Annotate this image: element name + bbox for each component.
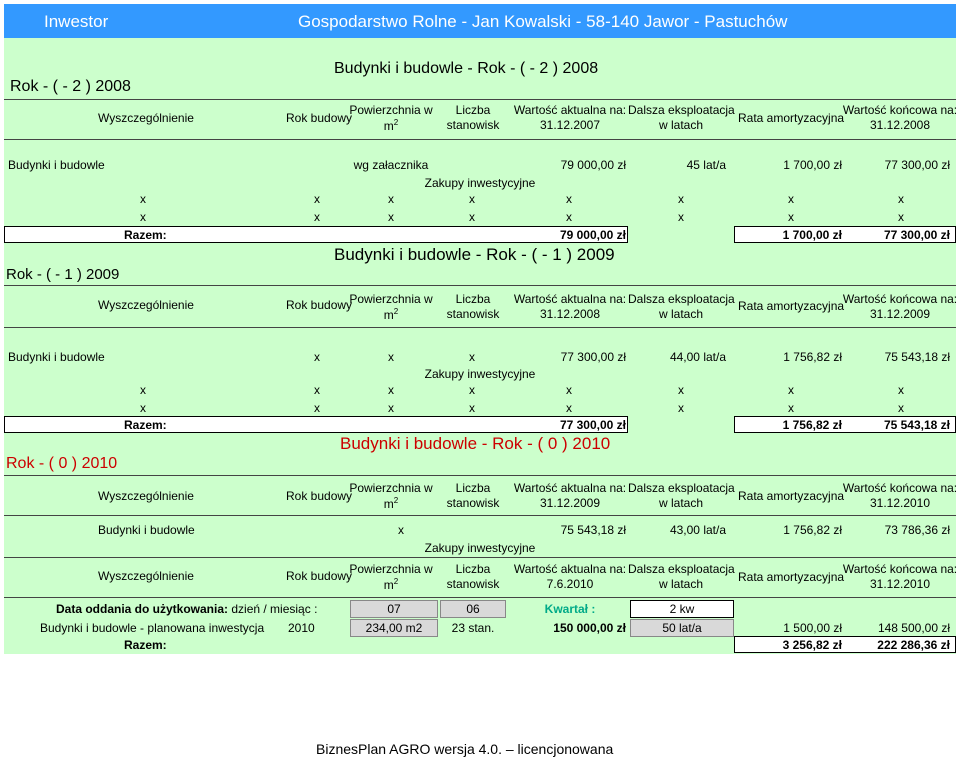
s1-razem-rata: 1 700,00 zł <box>782 228 842 242</box>
s3-razem-rata: 3 256,82 zł <box>782 638 842 652</box>
s2-zakupy: Zakupy inwestycyjne <box>424 367 536 381</box>
cell-text: x <box>566 401 572 415</box>
s2-razem-val: 77 300,00 zł <box>559 418 626 432</box>
cell-text: Rok budowy <box>286 569 353 583</box>
cell-text: dzień / miesiąc : <box>228 602 318 616</box>
cell-text: Dalsza eksploatacja <box>628 292 735 306</box>
cell-text: Dalsza eksploatacja <box>628 562 735 576</box>
cell-text: w latach <box>658 118 704 132</box>
cell-text: Powierzchnia w <box>349 103 433 117</box>
cell-text: Wartość aktualna na: <box>513 562 627 576</box>
cell-text: x <box>388 192 394 206</box>
cell-text: 2010 <box>288 621 315 635</box>
cell-text: wg załacznika <box>353 158 429 172</box>
cell-text: 73 786,36 zł <box>884 523 950 537</box>
cell-text: 150 000,00 zł <box>553 621 626 635</box>
cell-text: Powierzchnia w <box>349 562 433 576</box>
cell-text: Liczba <box>455 292 491 306</box>
cell-text: x <box>566 383 572 397</box>
cell-text: x <box>788 210 794 224</box>
cell-text: x <box>314 401 320 415</box>
plan-years-input[interactable]: 50 lat/a <box>630 619 734 637</box>
cell-text: 31.12.2008 <box>869 118 931 132</box>
cell-text: 1 756,82 zł <box>783 523 842 537</box>
s1-title: Budynki i budowle - Rok - ( - 2 ) 2008 <box>334 60 599 77</box>
cell-text: Wyszczególnienie <box>98 111 194 125</box>
cell-text: 148 500,00 zł <box>877 621 950 635</box>
oddania-label <box>56 602 317 616</box>
cell-text: x <box>788 192 794 206</box>
s1-razem-end: 77 300,00 zł <box>883 228 950 242</box>
cell-text: x <box>788 401 794 415</box>
cell-text: x <box>678 383 684 397</box>
cell-text: Budynki i budowle <box>98 523 195 537</box>
cell-text: Budynki i budowle - planowana inwestycja <box>40 621 265 635</box>
s1-zakupy: Zakupy inwestycyjne <box>424 176 536 190</box>
s2-razem-rata: 1 756,82 zł <box>782 418 842 432</box>
cell-text: x <box>469 192 475 206</box>
cell-text: 23 stan. <box>451 621 495 635</box>
cell-text: 31.12.2007 <box>539 118 601 132</box>
s1-razem-label: Razem: <box>124 228 167 242</box>
header-investor: Inwestor <box>44 12 109 31</box>
cell-text: x <box>140 192 146 206</box>
cell-text: x <box>469 383 475 397</box>
cell-text: m <box>383 308 394 322</box>
cell-text: Liczba <box>455 562 491 576</box>
s1-razem-val: 79 000,00 zł <box>559 228 626 242</box>
cell-text: Dalsza eksploatacja <box>628 103 735 117</box>
cell-text: 31.12.2010 <box>869 496 931 510</box>
cell-text: Budynki i budowle <box>8 350 105 364</box>
cell-text: Wartość końcowa na: <box>842 481 958 495</box>
s3-year: Rok - ( 0 ) 2010 <box>6 455 118 472</box>
app-header <box>4 4 956 38</box>
cell-text: 1 500,00 zł <box>783 621 842 635</box>
cell-text: Wartość aktualna na: <box>513 103 627 117</box>
cell-text: 45 lat/a <box>686 158 726 172</box>
cell-text: 77 300,00 zł <box>884 158 950 172</box>
cell-text: Data oddania do użytkowania: <box>56 602 229 616</box>
cell-text: m <box>383 497 394 511</box>
plan-area-input[interactable]: 234,00 m2 <box>350 619 438 637</box>
cell-text: x <box>566 210 572 224</box>
cell-text: 43,00 lat/a <box>669 523 726 537</box>
cell-text: Wartość końcowa na: <box>842 103 958 117</box>
cell-text: 2 <box>393 307 399 316</box>
cell-text: Liczba <box>455 481 491 495</box>
cell-text: x <box>469 401 475 415</box>
oddania-day-input[interactable]: 07 <box>350 600 438 618</box>
cell-text: x <box>678 192 684 206</box>
cell-text: 79 000,00 zł <box>560 158 626 172</box>
cell-text: x <box>898 401 904 415</box>
cell-text: 31.12.2009 <box>539 496 601 510</box>
cell-text: stanowisk <box>446 118 500 132</box>
cell-text: Wyszczególnienie <box>98 489 194 503</box>
cell-text: x <box>314 383 320 397</box>
cell-text: x <box>388 383 394 397</box>
cell-text: x <box>140 210 146 224</box>
cell-text: x <box>678 210 684 224</box>
cell-text: Wyszczególnienie <box>98 569 194 583</box>
cell-text: x <box>398 523 404 537</box>
cell-text: x <box>388 350 394 364</box>
cell-text: stanowisk <box>446 577 500 591</box>
cell-text: 1 700,00 zł <box>783 158 842 172</box>
cell-text: x <box>566 192 572 206</box>
s3-razem-end: 222 286,36 zł <box>877 638 950 652</box>
cell-text: 31.12.2009 <box>869 307 931 321</box>
cell-text: 2 <box>393 118 399 127</box>
cell-text: 77 300,00 zł <box>560 350 626 364</box>
cell-text: 75 543,18 zł <box>560 523 626 537</box>
cell-text: m <box>383 119 394 133</box>
s2-razem-end: 75 543,18 zł <box>883 418 950 432</box>
cell-text: x <box>788 383 794 397</box>
cell-text: stanowisk <box>446 496 500 510</box>
cell-text: 2 <box>393 496 399 505</box>
cell-text: w latach <box>658 577 704 591</box>
cell-text: 2 <box>393 577 399 586</box>
s1-year: Rok - ( - 2 ) 2008 <box>10 78 131 95</box>
header-farm: Gospodarstwo Rolne - Jan Kowalski - 58-140 Jawor - Pastuchów <box>298 12 788 31</box>
cell-text: Wartość aktualna na: <box>513 481 627 495</box>
s3-razem-label: Razem: <box>124 638 167 652</box>
cell-text: Rata amortyzacyjna <box>738 111 845 125</box>
cell-text: Rok budowy <box>286 111 353 125</box>
cell-text: x <box>140 401 146 415</box>
oddania-month-input[interactable]: 06 <box>440 600 506 618</box>
cell-text: m <box>383 578 394 592</box>
cell-text: x <box>469 350 475 364</box>
cell-text: x <box>388 401 394 415</box>
cell-text: x <box>314 350 320 364</box>
s2-title: Budynki i budowle - Rok - ( - 1 ) 2009 <box>334 245 615 264</box>
kwartal-value[interactable]: 2 kw <box>630 600 734 618</box>
cell-text: x <box>898 383 904 397</box>
cell-text: Wartość końcowa na: <box>842 562 958 576</box>
cell-text: Rata amortyzacyjna <box>738 489 845 503</box>
cell-text: Rok budowy <box>286 489 353 503</box>
cell-text: Powierzchnia w <box>349 481 433 495</box>
cell-text: 31.12.2010 <box>869 577 931 591</box>
cell-text: Rata amortyzacyjna <box>738 570 845 584</box>
cell-text: Wyszczególnienie <box>98 298 194 312</box>
footer-license: BiznesPlan AGRO wersja 4.0. – licencjonowana <box>316 741 614 757</box>
cell-text: x <box>314 210 320 224</box>
cell-text: Powierzchnia w <box>349 292 433 306</box>
cell-text: x <box>388 210 394 224</box>
cell-text: w latach <box>658 307 704 321</box>
cell-text: 31.12.2008 <box>539 307 601 321</box>
cell-text: Wartość aktualna na: <box>513 292 627 306</box>
cell-text: 1 756,82 zł <box>783 350 842 364</box>
cell-text: x <box>898 210 904 224</box>
cell-text: x <box>678 401 684 415</box>
cell-text: stanowisk <box>446 307 500 321</box>
cell-text: x <box>898 192 904 206</box>
cell-text: Liczba <box>455 103 491 117</box>
cell-text: x <box>469 210 475 224</box>
cell-text: w latach <box>658 496 704 510</box>
cell-text: 75 543,18 zł <box>884 350 950 364</box>
cell-text: Dalsza eksploatacja <box>628 481 735 495</box>
cell-text: Budynki i budowle <box>8 158 105 172</box>
cell-text: Wartość końcowa na: <box>842 292 958 306</box>
kwartal-label: Kwartał : <box>544 602 596 616</box>
cell-text: Rata amortyzacyjna <box>738 299 845 313</box>
cell-text: x <box>314 192 320 206</box>
s2-year: Rok - ( - 1 ) 2009 <box>6 266 120 283</box>
cell-text: 7.6.2010 <box>546 577 594 591</box>
cell-text: x <box>140 383 146 397</box>
cell-text: Rok budowy <box>286 298 353 312</box>
s3-title: Budynki i budowle - Rok - ( 0 ) 2010 <box>340 434 611 453</box>
s2-razem-label: Razem: <box>124 418 167 432</box>
cell-text: 44,00 lat/a <box>669 350 726 364</box>
s3-zakupy: Zakupy inwestycyjne <box>424 541 536 555</box>
